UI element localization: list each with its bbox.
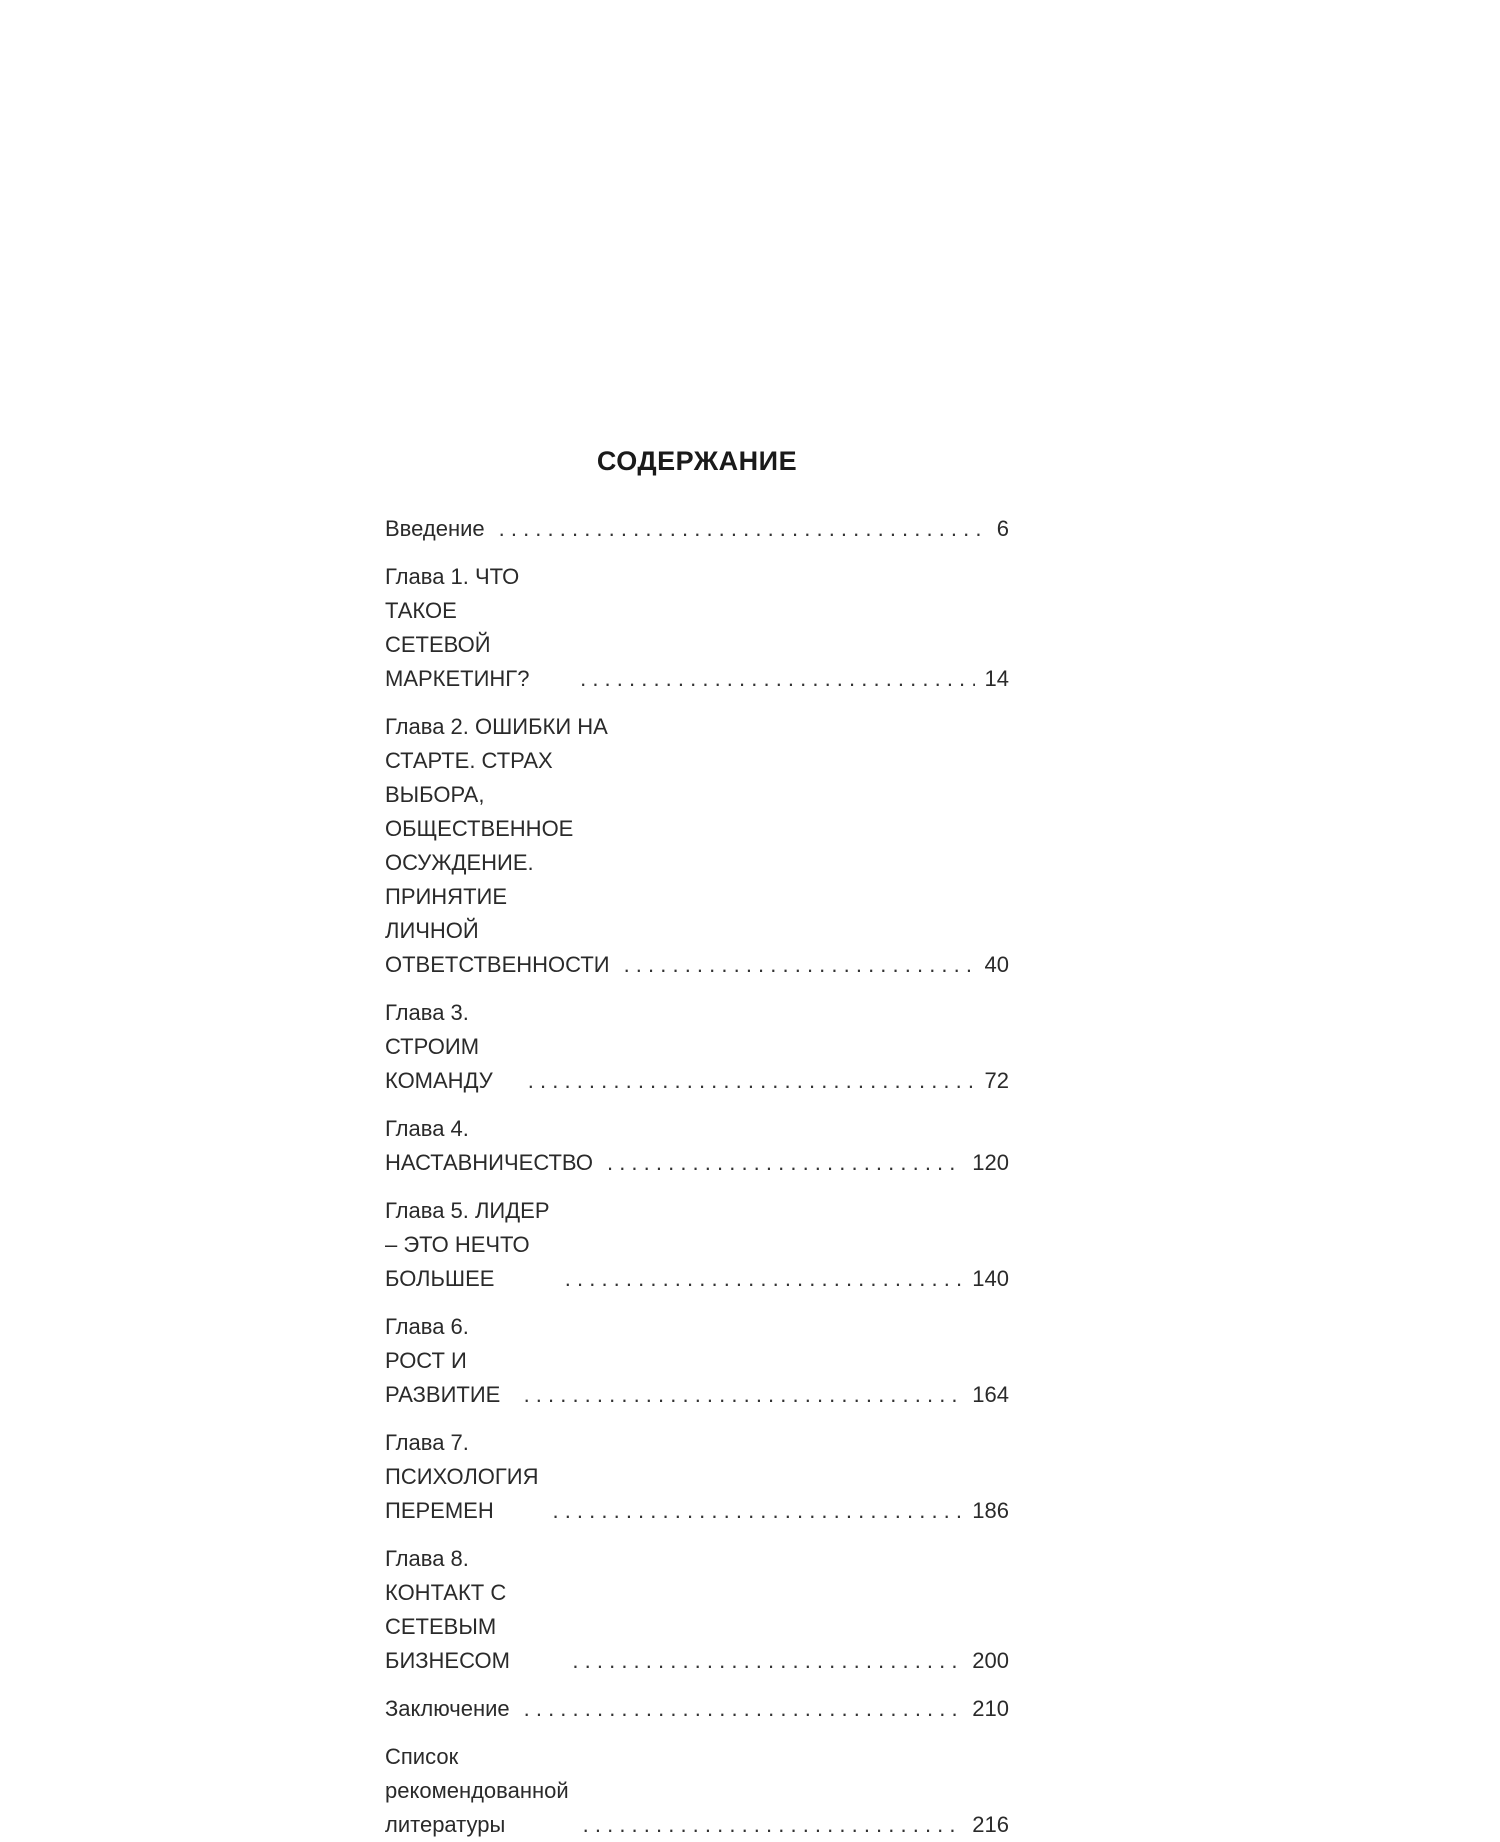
toc-entry-conclusion	[385, 1692, 1009, 1726]
toc-entry-bibliography	[385, 1740, 1009, 1842]
toc-entry-chapter-4	[385, 1112, 1009, 1180]
toc-entry-chapter-7	[385, 1426, 1009, 1528]
toc-entry-page: 72	[984, 1068, 1009, 1093]
toc-entry-page: 200	[972, 1648, 1009, 1673]
toc-entry-title: Список рекомендованной литературы	[385, 1744, 569, 1837]
toc-entry-title: Глава 5. ЛИДЕР – ЭТО НЕЧТО БОЛЬШЕЕ	[385, 1198, 550, 1291]
dot-leader	[572, 1644, 962, 1678]
toc-entry-chapter-2	[385, 710, 1009, 982]
toc-entry-page: 40	[984, 952, 1009, 977]
dot-leader	[499, 512, 987, 546]
toc-entry-introduction	[385, 512, 1009, 546]
toc-entry-title: Глава 7. ПСИХОЛОГИЯ ПЕРЕМЕН	[385, 1430, 539, 1523]
toc-entry-title: Заключение	[385, 1696, 510, 1721]
toc-entry-title: Глава 8. КОНТАКТ С СЕТЕВЫМ БИЗНЕСОМ	[385, 1546, 510, 1673]
toc-entry-title: Глава 1. ЧТО ТАКОЕ СЕТЕВОЙ МАРКЕТИНГ?	[385, 564, 530, 691]
toc-entry-chapter-1	[385, 560, 1009, 696]
toc-entry-page: 14	[984, 666, 1009, 691]
dot-leader	[524, 1378, 963, 1412]
toc-entry-chapter-8	[385, 1542, 1009, 1678]
toc-entry-chapter-6	[385, 1310, 1009, 1412]
page-title: СОДЕРЖАНИЕ	[596, 446, 798, 476]
dot-leader	[583, 1808, 963, 1842]
dot-leader	[624, 948, 975, 982]
dot-leader	[528, 1064, 975, 1098]
dot-leader	[565, 1262, 963, 1296]
toc-entry-page: 186	[972, 1498, 1009, 1523]
toc-entry-chapter-5	[385, 1194, 1009, 1296]
dot-leader	[524, 1692, 963, 1726]
toc-entry-page: 164	[972, 1382, 1009, 1407]
toc-entry-page: 210	[972, 1696, 1009, 1721]
toc-entry-page: 120	[972, 1150, 1009, 1175]
toc-entry-title: Глава 3. СТРОИМ КОМАНДУ	[385, 1000, 493, 1093]
toc-entry-page: 6	[996, 516, 1009, 541]
toc-entry-title: Введение	[385, 516, 485, 541]
toc-entry-page: 216	[972, 1812, 1009, 1837]
dot-leader	[552, 1494, 962, 1528]
toc-entry-title: Глава 4. НАСТАВНИЧЕСТВО	[385, 1116, 593, 1175]
toc-entry-title: Глава 6. РОСТ И РАЗВИТИЕ	[385, 1314, 501, 1407]
table-of-contents	[385, 512, 1009, 1842]
toc-entry-page: 140	[972, 1266, 1009, 1291]
toc-entry-chapter-3	[385, 996, 1009, 1098]
toc-entry-title: Глава 2. ОШИБКИ НА СТАРТЕ. СТРАХ ВЫБОРА, ОБЩЕСТВЕННОЕ ОСУЖДЕНИЕ. ПРИНЯТИЕ ЛИЧНОЙ ОТВЕТСТВЕННОСТИ	[385, 714, 610, 977]
dot-leader	[580, 662, 974, 696]
dot-leader	[607, 1146, 962, 1180]
